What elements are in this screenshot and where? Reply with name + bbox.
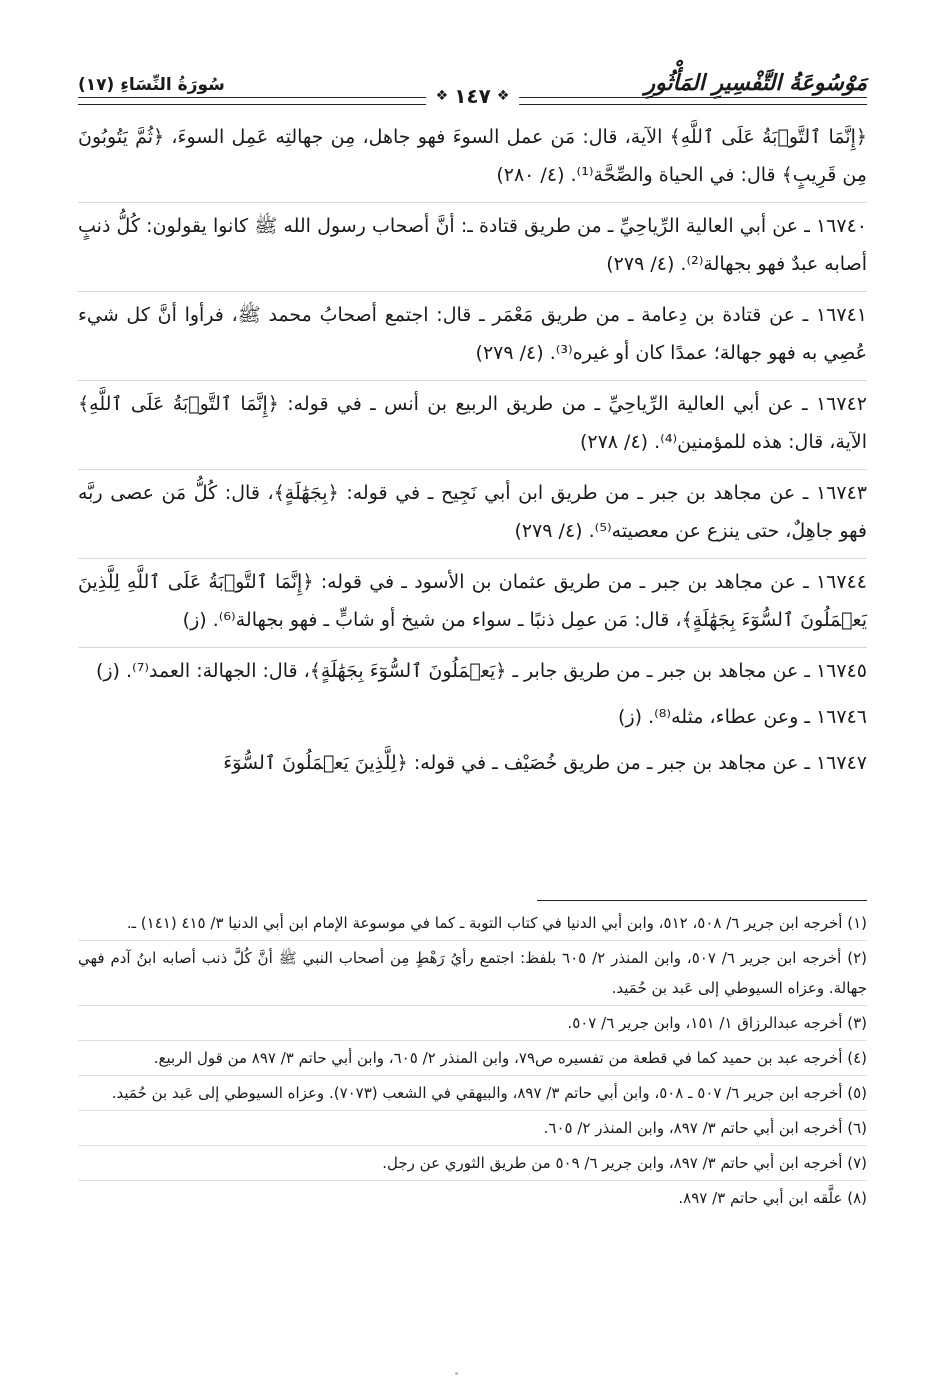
paragraph: ١٦٧٤٤ ـ عن مجاهد بن جبر ـ من طريق عثمان بن الأسود ـ في قوله: ﴿إِنَّمَا ٱلتَّوۡبَةُ عَلَى ٱللَّهِ لِلَّذِينَ يَعۡمَلُونَ ٱلسُّوٓءَ بِجَهَٰلَةٍ﴾، قال: مَن عمِل ذنبًا ـ سواء من شيخ أو شابٍّ ـ فهو بجهالة⁽⁶⁾. (ز) <box>78 558 867 639</box>
footnote: (١) أخرجه ابن جرير ٦/ ٥٠٨، ٥١٢، وابن أبي الدنيا في كتاب التوبة ـ كما في موسوعة الإمام ابن أبي الدنيا ٣/ ٤١٥ (١٤١) ـ. <box>126 914 867 932</box>
paragraph: ١٦٧٤٢ ـ عن أبي العالية الرِّياحِيِّ ـ من طريق الربيع بن أنس ـ في قوله: ﴿إِنَّمَا ٱلتَّوۡبَةُ عَلَى ٱللَّهِ﴾ الآية، قال: هذه للمؤمنين⁽⁴⁾. (٤/ ٢٧٨) <box>78 380 867 461</box>
paragraph: ١٦٧٤٦ ـ وعن عطاء، مثله⁽⁸⁾. (ز) <box>618 706 867 728</box>
footnote: (٥) أخرجه ابن جرير ٦/ ٥٠٧ ـ ٥٠٨، وابن أبي حاتم ٣/ ٨٩٧، والبيهقي في الشعب (٧٠٧٣). وعزاه السيوطي إلى عَبد بن حُمَيد. <box>78 1075 867 1108</box>
footnote: (٨) علَّقه ابن أبي حاتم ٣/ ٨٩٧. <box>78 1180 867 1213</box>
footnote: (٤) أخرجه عبد بن حميد كما في قطعة من تفسيره ص٧٩، وابن المنذر ٢/ ٦٠٥، وابن أبي حاتم ٣/ ٨٩٧ من قول الربيع. <box>78 1040 867 1073</box>
footnotes <box>78 908 867 1215</box>
scan-speck <box>455 1372 458 1375</box>
ornament-icon: ❖ <box>435 88 449 104</box>
ornament-icon: ❖ <box>496 88 510 104</box>
page-number-box <box>426 84 520 108</box>
paragraph: ﴿إِنَّمَا ٱلتَّوۡبَةُ عَلَى ٱللَّهِ﴾ الآية، قال: مَن عمل السوءَ فهو جاهل، مِن جهالتِه عَمِل السوءَ، ﴿ثُمَّ يَتُوبُونَ مِن قَرِيبٍ﴾ قال: في الحياة والصِّحَّة⁽¹⁾. (٤/ ٢٨٠) <box>78 126 867 186</box>
footnote: (٣) أخرجه عبدالرزاق ١/ ١٥١، وابن جرير ٦/ ٥٠٧. <box>78 1005 867 1038</box>
main-text <box>78 118 867 790</box>
footnote: (٢) أخرجه ابن جرير ٦/ ٥٠٧، وابن المنذر ٢/ ٦٠٥ بلفظ: اجتمع رأيُ رَهْطٍ مِن أصحاب النبي ﷺ أنَّ كُلَّ ذنب أصابه ابنُ آدم فهي جهالة. وعزاه السيوطي إلى عَبد بن حُمَيد. <box>78 940 867 1003</box>
paragraph: ١٦٧٤٣ ـ عن مجاهد بن جبر ـ من طريق ابن أبي نَجِيح ـ في قوله: ﴿بِجَهَٰلَةٍ﴾، قال: كُلُّ مَن عصى ربَّه فهو جاهِلٌ، حتى ينزع عن معصيته⁽⁵⁾. (٤/ ٢٧٩) <box>78 469 867 550</box>
page-number: ١٤٧ <box>454 84 491 108</box>
footnote-rule <box>537 900 867 901</box>
footnote: (٧) أخرجه ابن أبي حاتم ٣/ ٨٩٧، وابن جرير ٦/ ٥٠٩ من طريق الثوري عن رجل. <box>78 1145 867 1178</box>
paragraph: ١٦٧٤٥ ـ عن مجاهد بن جبر ـ من طريق جابر ـ ﴿يَعۡمَلُونَ ٱلسُّوٓءَ بِجَهَٰلَةٍ﴾، قال: الجهالة: العمد⁽⁷⁾. (ز) <box>78 647 867 690</box>
paragraph: ١٦٧٤٧ ـ عن مجاهد بن جبر ـ من طريق خُصَيْف ـ في قوله: ﴿لِلَّذِينَ يَعۡمَلُونَ ٱلسُّوٓءَ <box>223 752 867 774</box>
book-title: مَوْسُوعَةُ التَّفْسِيرِ المَأْثُورِ <box>644 70 867 96</box>
paragraph: ١٦٧٤١ ـ عن قتادة بن دِعامة ـ من طريق مَعْمَر ـ قال: اجتمع أصحابُ محمد ﷺ، فرأوا أنَّ كل شيء عُصِي به فهو جهالة؛ عمدًا كان أو غيره⁽³⁾. (٤/ ٢٧٩) <box>78 291 867 372</box>
surah-label: سُورَةُ النِّسَاءِ (١٧) <box>78 75 225 95</box>
footnote: (٦) أخرجه ابن أبي حاتم ٣/ ٨٩٧، وابن المنذر ٢/ ٦٠٥. <box>78 1110 867 1143</box>
paragraph: ١٦٧٤٠ ـ عن أبي العالية الرِّياحِيِّ ـ من طريق قتادة ـ: أنَّ أصحاب رسول الله ﷺ كانوا يقولون: كُلُّ ذنبٍ أصابه عبدٌ فهو بجهالة⁽²⁾. (٤/ ٢٧٩) <box>78 202 867 283</box>
